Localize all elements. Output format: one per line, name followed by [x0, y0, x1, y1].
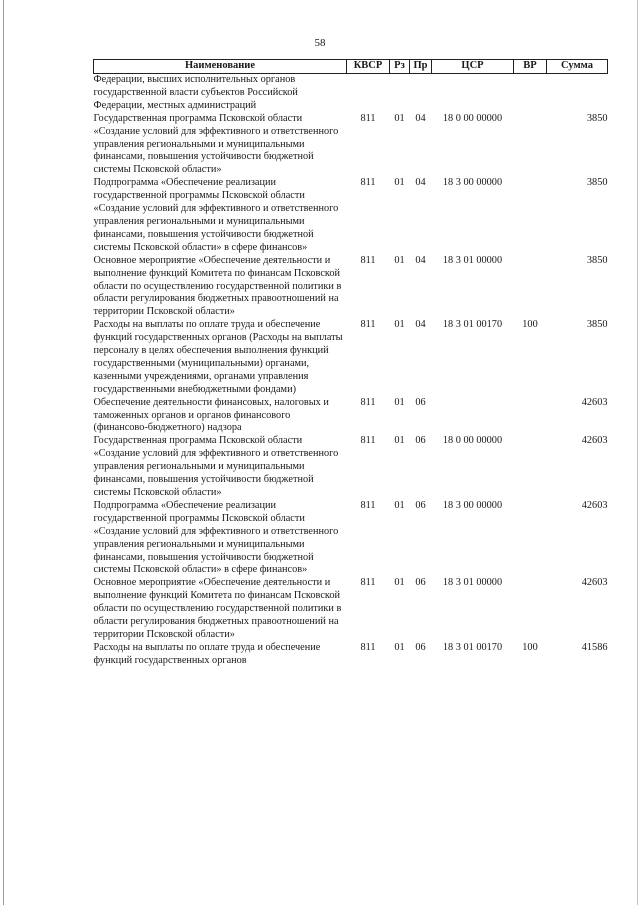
- row-sum: 3850: [586, 319, 608, 331]
- row-rz: 01: [394, 641, 405, 653]
- header-csr: ЦСР: [432, 60, 514, 74]
- row-vr: [514, 255, 547, 320]
- row-vr: 100: [522, 319, 538, 331]
- row-rz: 01: [394, 254, 405, 266]
- row-vr: [514, 397, 547, 436]
- table-row: [94, 435, 608, 500]
- row-rz: 01: [394, 435, 405, 447]
- row-vr: [514, 435, 547, 500]
- row-csr: 18 3 01 00000: [442, 577, 503, 589]
- row-pr: 06: [415, 641, 426, 653]
- table-row: [94, 113, 608, 178]
- row-pr: 04: [415, 319, 426, 331]
- row-rz: 01: [394, 112, 405, 124]
- row-name: Обеспечение деятельности финансовых, налоговых и таможенных органов и органов финансового (финансово-бюджетного) надзора: [93, 396, 329, 434]
- table-header-row: [94, 60, 608, 74]
- row-vr: 100: [522, 641, 538, 653]
- row-pr: 06: [415, 499, 426, 511]
- row-vr: [514, 74, 547, 113]
- row-rz: 01: [394, 577, 405, 589]
- row-csr: 18 3 01 00000: [442, 254, 503, 266]
- table-row: [94, 642, 608, 668]
- row-kvsr: 811: [360, 641, 376, 653]
- row-name: Основное мероприятие «Обеспечение деятельности и выполнение функций Комитета по финансам Псковской области по осуществлению государственной политики в области регулирования бюджетных правоотношений на территории Псковской области»: [93, 254, 342, 318]
- row-rz: 01: [394, 177, 405, 189]
- row-kvsr: 811: [360, 112, 376, 124]
- header-rz: Рз: [390, 60, 410, 74]
- row-pr: 04: [415, 254, 426, 266]
- row-sum: 3850: [586, 254, 608, 266]
- row-vr: [514, 177, 547, 254]
- row-name: Подпрограмма «Обеспечение реализации государственной программы Псковской области «Создание условий для эффективного и ответственного управления региональными и муниципальными финансами, повышения устойчивости бюджетной системы Псковской области» в сфере финансов»: [93, 177, 339, 253]
- header-sum: Сумма: [547, 60, 608, 74]
- row-csr: 18 0 00 00000: [442, 435, 503, 447]
- row-pr: 04: [415, 112, 426, 124]
- row-sum: [547, 74, 608, 113]
- row-name: Расходы на выплаты по оплате труда и обеспечение функций государственных органов: [93, 641, 321, 666]
- row-kvsr: 811: [360, 254, 376, 266]
- row-kvsr: [347, 74, 390, 113]
- row-csr: 18 3 00 00000: [442, 177, 503, 189]
- row-sum: 42603: [581, 499, 608, 511]
- table-row: [94, 397, 608, 436]
- row-pr: [410, 74, 432, 113]
- row-name: Государственная программа Псковской области «Создание условий для эффективного и ответственного управления региональными и муниципальными финансами, повышения устойчивости бюджетной системы Псковской области»: [93, 112, 339, 176]
- row-sum: 42603: [581, 396, 608, 408]
- scan-edge-right: [637, 0, 638, 905]
- row-rz: 01: [394, 499, 405, 511]
- header-pr: Пр: [410, 60, 432, 74]
- row-name: Государственная программа Псковской области «Создание условий для эффективного и ответственного управления региональными и муниципальными финансами, повышения устойчивости бюджетной системы Псковской области»: [93, 435, 339, 498]
- row-name: Расходы на выплаты по оплате труда и обеспечение функций государственных органов (Расходы на выплаты персоналу в целях обеспечения выполнения функций государственными (муниципальными) органами, казенными учреждениями, органами управления государственными внебюджетными фондами): [93, 319, 343, 395]
- row-sum: 41586: [581, 641, 608, 653]
- row-sum: 3850: [586, 177, 608, 189]
- row-kvsr: 811: [360, 319, 376, 331]
- row-kvsr: 811: [360, 177, 376, 189]
- row-sum: 42603: [581, 577, 608, 589]
- header-name: Наименование: [94, 60, 347, 74]
- row-name: Подпрограмма «Обеспечение реализации государственной программы Псковской области «Создание условий для эффективного и ответственного управления региональными и муниципальными финансами, повышения устойчивости бюджетной системы Псковской области» в сфере финансов»: [93, 499, 339, 576]
- row-rz: [390, 74, 410, 113]
- table-row: [94, 500, 608, 577]
- row-csr: 18 0 00 00000: [442, 112, 503, 124]
- row-vr: [514, 500, 547, 577]
- table-row: [94, 577, 608, 642]
- row-pr: 06: [415, 577, 426, 589]
- row-sum: 42603: [581, 435, 608, 447]
- row-kvsr: 811: [360, 396, 376, 408]
- table-row: [94, 255, 608, 320]
- row-sum: 3850: [586, 112, 608, 124]
- row-kvsr: 811: [360, 577, 376, 589]
- row-csr: 18 3 01 00170: [442, 641, 503, 653]
- header-kvsr: КВСР: [347, 60, 390, 74]
- row-name: Федерации, высших исполнительных органов государственной власти субъектов Российской Федерации, местных администраций: [93, 74, 298, 111]
- scan-edge-left: [3, 0, 4, 905]
- row-csr: [432, 74, 514, 113]
- table-row: [94, 177, 608, 254]
- row-vr: [514, 577, 547, 642]
- row-csr: 18 3 01 00170: [442, 319, 503, 331]
- row-kvsr: 811: [360, 435, 376, 447]
- row-pr: 04: [415, 177, 426, 189]
- table-row: [94, 74, 608, 113]
- row-name: Основное мероприятие «Обеспечение деятельности и выполнение функций Комитета по финансам Псковской области по осуществлению государственной политики в области регулирования бюджетных правоотношений на территории Псковской области»: [93, 577, 342, 640]
- header-vr: ВР: [514, 60, 547, 74]
- row-csr: [432, 397, 514, 436]
- row-csr: 18 3 00 00000: [442, 499, 503, 511]
- row-pr: 06: [415, 435, 426, 447]
- row-vr: [514, 113, 547, 178]
- row-kvsr: 811: [360, 499, 376, 511]
- row-rz: 01: [394, 396, 405, 408]
- row-rz: 01: [394, 319, 405, 331]
- budget-table: [93, 59, 608, 668]
- row-pr: 06: [415, 396, 426, 408]
- page-number: 58: [314, 37, 326, 49]
- table-row: [94, 319, 608, 396]
